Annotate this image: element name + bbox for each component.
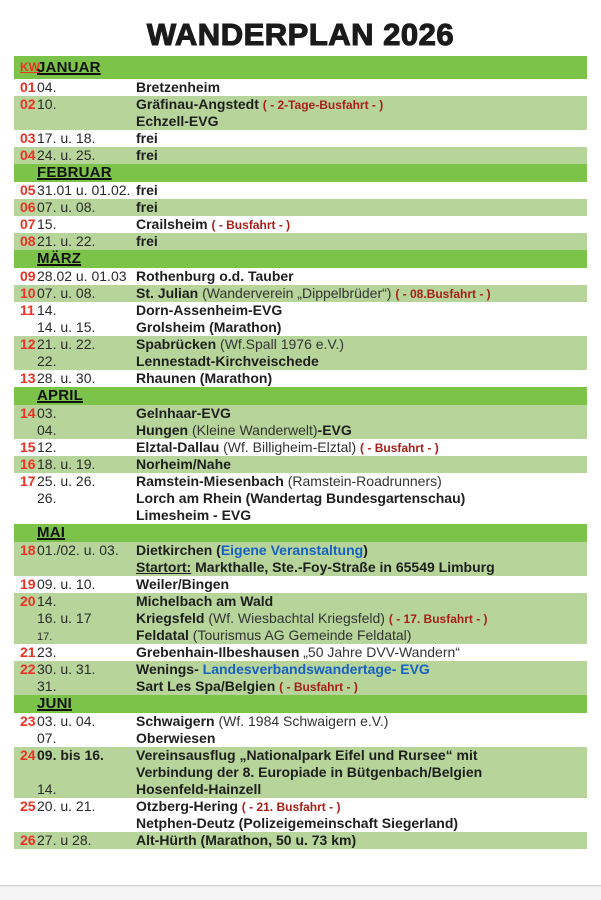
event-cell	[136, 336, 587, 353]
event-cell	[136, 490, 587, 507]
month-label: JANUAR	[37, 59, 101, 76]
date-cell: 21. u. 22.	[37, 336, 96, 352]
event-line	[20, 130, 587, 147]
week-number: 13	[20, 370, 36, 386]
week-number: 23	[20, 713, 36, 729]
week-row	[14, 199, 587, 216]
date-cell: 21. u. 22.	[37, 233, 96, 249]
week-number: 25	[20, 798, 36, 814]
date-cell: 30. u. 31.	[37, 661, 96, 677]
week-row	[14, 473, 587, 524]
event-text-segment: frei	[136, 233, 158, 249]
week-number: 11	[20, 302, 35, 318]
event-line	[20, 644, 587, 661]
event-cell	[136, 644, 587, 661]
event-text-segment: St. Julian	[136, 285, 203, 301]
date-cell: 28. u. 30.	[37, 370, 96, 386]
event-text-segment: Kriegsfeld	[136, 610, 209, 626]
event-text-segment: „50 Jahre DVV-Wandern“	[303, 644, 460, 660]
week-number: 05	[20, 182, 36, 198]
event-cell	[136, 798, 587, 816]
event-line	[20, 798, 587, 815]
event-text-segment: Hosenfeld-Hainzell	[136, 781, 262, 797]
week-row	[14, 644, 587, 661]
week-row	[14, 370, 587, 387]
event-cell	[136, 199, 587, 216]
event-cell	[136, 781, 587, 798]
month-header-row	[14, 695, 587, 713]
event-line	[20, 610, 587, 627]
week-number: 03	[20, 130, 36, 146]
event-text-segment: Limesheim - EVG	[136, 507, 252, 523]
event-text-segment: Dietkirchen (	[136, 542, 221, 558]
date-cell: 27. u 28.	[37, 832, 92, 848]
week-row	[14, 285, 587, 302]
event-line	[20, 593, 587, 610]
event-text-segment: ( - Busfahrt - )	[360, 441, 439, 455]
week-row	[14, 593, 587, 644]
week-number: 14	[20, 405, 36, 421]
event-text-segment: ( - 2-Tage-Busfahrt - )	[262, 98, 384, 112]
date-cell: 31.01 u. 01.02.	[37, 182, 131, 198]
event-cell	[136, 610, 587, 628]
event-cell	[136, 815, 587, 832]
event-text-segment: Feldatal	[136, 627, 193, 643]
page-title: WANDERPLAN 2026	[146, 17, 455, 52]
event-line	[20, 199, 587, 216]
event-line	[20, 147, 587, 164]
kw-header-label: KW	[20, 60, 40, 74]
week-row	[14, 268, 587, 285]
event-cell	[136, 456, 587, 473]
event-text-segment: (Wf. 1984 Schwaigern e.V.)	[218, 713, 389, 729]
week-row	[14, 79, 587, 96]
month-label: JUNI	[37, 695, 72, 712]
date-cell: 31.	[37, 678, 57, 694]
week-number: 08	[20, 233, 36, 249]
date-cell: 25. u. 26.	[37, 473, 96, 489]
week-number: 02	[20, 96, 36, 112]
date-cell: 22.	[37, 353, 57, 369]
event-text-segment: Echzell-EVG	[136, 113, 219, 129]
week-row	[14, 405, 587, 439]
event-line	[20, 576, 587, 593]
event-cell	[136, 113, 587, 130]
week-number: 06	[20, 199, 36, 215]
event-text-segment: (Wf. Wiesbachtal Kriegsfeld)	[208, 610, 389, 626]
event-cell	[136, 473, 587, 490]
week-row	[14, 832, 587, 849]
event-cell	[136, 713, 587, 730]
event-cell	[136, 747, 587, 764]
event-line	[20, 678, 587, 695]
event-cell	[136, 661, 587, 678]
event-line	[20, 490, 587, 507]
event-cell	[136, 216, 587, 234]
event-text-segment: )	[363, 542, 368, 558]
event-text-segment: Ramstein-Miesenbach	[136, 473, 288, 489]
week-number: 04	[20, 147, 36, 163]
event-line	[20, 370, 587, 387]
event-text-segment: -EVG	[317, 422, 352, 438]
event-cell	[136, 730, 587, 747]
event-text-segment: ( - Busfahrt - )	[279, 680, 358, 694]
week-number: 07	[20, 216, 36, 232]
week-row	[14, 302, 587, 336]
week-row	[14, 439, 587, 456]
date-cell: 24. u. 25.	[37, 147, 96, 163]
event-text-segment: ( - 17. Busfahrt - )	[388, 612, 488, 626]
event-cell	[136, 405, 587, 422]
event-cell	[136, 627, 587, 644]
event-text-segment: frei	[136, 147, 158, 163]
date-cell: 03. u. 04.	[37, 713, 96, 729]
date-cell: 07. u. 08.	[37, 285, 96, 301]
event-line	[20, 336, 587, 353]
event-line	[20, 233, 587, 250]
week-row	[14, 336, 587, 370]
week-row	[14, 661, 587, 695]
date-cell: 17. u. 18.	[37, 130, 96, 146]
week-number: 22	[20, 661, 36, 677]
event-cell	[136, 79, 587, 96]
event-text-segment: Eigene Veranstaltung	[220, 542, 364, 558]
event-cell	[136, 268, 587, 285]
event-text-segment: (Kleine Wanderwelt)	[192, 422, 318, 438]
event-line	[20, 302, 587, 319]
event-text-segment: Grolsheim (Marathon)	[136, 319, 282, 335]
event-text-segment: Dorn-Assenheim-EVG	[136, 302, 283, 318]
date-cell: 01./02. u. 03.	[37, 542, 119, 558]
event-cell	[136, 285, 587, 303]
event-cell	[136, 147, 587, 164]
event-line	[20, 559, 587, 576]
event-line	[20, 216, 587, 233]
event-line	[20, 439, 587, 456]
event-text-segment: Grebenhain-Ilbeshausen	[136, 644, 304, 660]
event-text-segment: ( - Busfahrt - )	[211, 218, 291, 232]
event-text-segment: Elztal-Dallau	[136, 439, 224, 455]
date-cell: 04.	[37, 422, 57, 438]
week-number: 26	[20, 832, 36, 848]
week-number: 21	[20, 644, 36, 660]
week-number: 10	[20, 285, 36, 301]
event-line	[20, 713, 587, 730]
event-text-segment: Rhaunen (Marathon)	[136, 370, 273, 386]
event-cell	[136, 507, 587, 524]
event-line	[20, 268, 587, 285]
event-text-segment: frei	[136, 199, 158, 215]
date-cell: 17.	[37, 631, 53, 643]
date-cell: 07.	[37, 730, 57, 746]
date-cell: 14.	[37, 302, 57, 318]
week-row	[14, 96, 587, 130]
week-row	[14, 182, 587, 199]
week-number: 09	[20, 268, 36, 284]
event-text-segment: Hungen	[136, 422, 192, 438]
event-text-segment: Lennestadt-Kirchveischede	[136, 353, 319, 369]
event-text-segment: (Tourismus AG Gemeinde Feldatal)	[192, 627, 412, 643]
week-row	[14, 233, 587, 250]
week-number: 12	[20, 336, 36, 352]
event-line	[20, 661, 587, 678]
event-cell	[136, 422, 587, 439]
week-row	[14, 542, 587, 576]
event-cell	[136, 593, 587, 610]
event-text-segment: (Wf. Billigheim-Elztal)	[223, 439, 361, 455]
wanderplan-table	[14, 56, 587, 849]
event-text-segment: Startort:	[136, 559, 192, 575]
event-text-segment: Gräfinau-Angstedt	[136, 96, 263, 112]
event-line	[20, 507, 587, 524]
week-row	[14, 147, 587, 164]
event-line	[20, 832, 587, 849]
event-cell	[136, 832, 587, 849]
week-number: 17	[20, 473, 36, 489]
date-cell: 26.	[37, 490, 57, 506]
event-cell	[136, 319, 587, 336]
event-text-segment: ( - 08.Busfahrt - )	[395, 287, 491, 301]
event-text-segment: Landesverbandswandertage- EVG	[202, 661, 430, 677]
event-line	[20, 353, 587, 370]
event-cell	[136, 233, 587, 250]
event-line	[20, 285, 587, 302]
month-label: APRIL	[37, 387, 83, 404]
date-cell: 18. u. 19.	[37, 456, 96, 472]
event-text-segment: (Wf.Spall 1976 e.V.)	[220, 336, 345, 352]
event-cell	[136, 678, 587, 696]
event-cell	[136, 96, 587, 114]
week-row	[14, 456, 587, 473]
event-line	[20, 182, 587, 199]
event-text-segment: Gelnhaar-EVG	[136, 405, 231, 421]
month-header-row	[14, 250, 587, 268]
week-row	[14, 798, 587, 832]
event-text-segment: Otzberg-Hering	[136, 798, 242, 814]
date-cell: 15.	[37, 216, 57, 232]
event-text-segment: Oberwiesen	[136, 730, 216, 746]
event-cell	[136, 182, 587, 199]
event-line	[20, 781, 587, 798]
event-text-segment: Rothenburg o.d. Tauber	[136, 268, 294, 284]
date-cell: 07. u. 08.	[37, 199, 96, 215]
event-line	[20, 456, 587, 473]
date-cell: 04.	[37, 79, 57, 95]
event-line	[20, 473, 587, 490]
month-header-row	[14, 56, 587, 79]
event-cell	[136, 764, 587, 781]
date-cell: 10.	[37, 96, 57, 112]
event-cell	[136, 559, 587, 576]
event-text-segment: Netphen-Deutz (Polizeigemeinschaft Siegerland)	[136, 815, 459, 831]
event-text-segment: Norheim/Nahe	[136, 456, 231, 472]
event-text-segment: Spabrücken	[136, 336, 221, 352]
event-text-segment: frei	[136, 182, 158, 198]
event-text-segment: Alt-Hürth (Marathon, 50 u. 73 km)	[136, 832, 357, 848]
event-line	[20, 542, 587, 559]
event-cell	[136, 576, 587, 593]
week-number: 20	[20, 593, 36, 609]
date-cell: 03.	[37, 405, 57, 421]
month-header-row	[14, 387, 587, 405]
date-cell: 14. u. 15.	[37, 319, 96, 335]
week-number: 18	[20, 542, 36, 558]
event-text-segment: Weiler/Bingen	[136, 576, 230, 592]
event-text-segment: Wenings-	[136, 661, 203, 677]
date-cell: 20. u. 21.	[37, 798, 96, 814]
date-cell: 09. bis 16.	[37, 747, 104, 763]
event-line	[20, 764, 587, 781]
date-cell: 09. u. 10.	[37, 576, 96, 592]
event-line	[20, 815, 587, 832]
week-row	[14, 216, 587, 233]
event-text-segment: (Ramstein-Roadrunners)	[287, 473, 442, 489]
event-text-segment: Bretzenheim	[136, 79, 221, 95]
date-cell: 12.	[37, 439, 57, 455]
page	[0, 18, 601, 899]
event-line	[20, 319, 587, 336]
week-number: 15	[20, 439, 36, 455]
window-bottom-bar	[0, 885, 601, 900]
week-row	[14, 713, 587, 747]
event-text-segment: (Wanderverein „Dippelbrüder“)	[202, 285, 396, 301]
date-cell: 28.02 u. 01.03	[37, 268, 127, 284]
event-line	[20, 730, 587, 747]
event-cell	[136, 370, 587, 387]
event-cell	[136, 542, 587, 559]
date-cell: 14.	[37, 593, 57, 609]
week-row	[14, 130, 587, 147]
date-cell: 16. u. 17	[37, 610, 92, 626]
event-text-segment: ( - 21. Busfahrt - )	[241, 800, 341, 814]
event-cell	[136, 353, 587, 370]
week-number: 16	[20, 456, 36, 472]
event-text-segment: frei	[136, 130, 158, 146]
week-row	[14, 576, 587, 593]
event-line	[20, 405, 587, 422]
week-row	[14, 747, 587, 798]
week-number: 01	[20, 79, 36, 95]
event-line	[20, 422, 587, 439]
date-cell: 14.	[37, 781, 57, 797]
event-text-segment: Michelbach am Wald	[136, 593, 274, 609]
week-number: 24	[20, 747, 36, 763]
event-line	[20, 627, 587, 644]
event-text-segment: Crailsheim	[136, 216, 212, 232]
date-cell: 23.	[37, 644, 57, 660]
event-text-segment: Verbindung der 8. Europiade in Bütgenbach/Belgien	[136, 764, 483, 780]
event-cell	[136, 130, 587, 147]
event-text-segment: Vereinsausflug „Nationalpark Eifel und Rursee“ mit	[136, 747, 478, 763]
month-header-row	[14, 524, 587, 542]
event-text-segment: Schwaigern	[136, 713, 219, 729]
event-cell	[136, 302, 587, 319]
event-line	[20, 79, 587, 96]
event-text-segment: Lorch am Rhein (Wandertag Bundesgartenschau)	[136, 490, 466, 506]
month-label: MAI	[37, 524, 66, 541]
event-line	[20, 96, 587, 113]
week-number: 19	[20, 576, 36, 592]
event-text-segment: Markthalle, Ste.-Foy-Straße in 65549 Limburg	[191, 559, 495, 575]
event-line	[20, 113, 587, 130]
event-text-segment: Sart Les Spa/Belgien	[136, 678, 280, 694]
month-header-row	[14, 164, 587, 182]
event-line	[20, 747, 587, 764]
event-cell	[136, 439, 587, 457]
month-label: MÄRZ	[37, 250, 82, 267]
month-label: FEBRUAR	[37, 164, 112, 181]
